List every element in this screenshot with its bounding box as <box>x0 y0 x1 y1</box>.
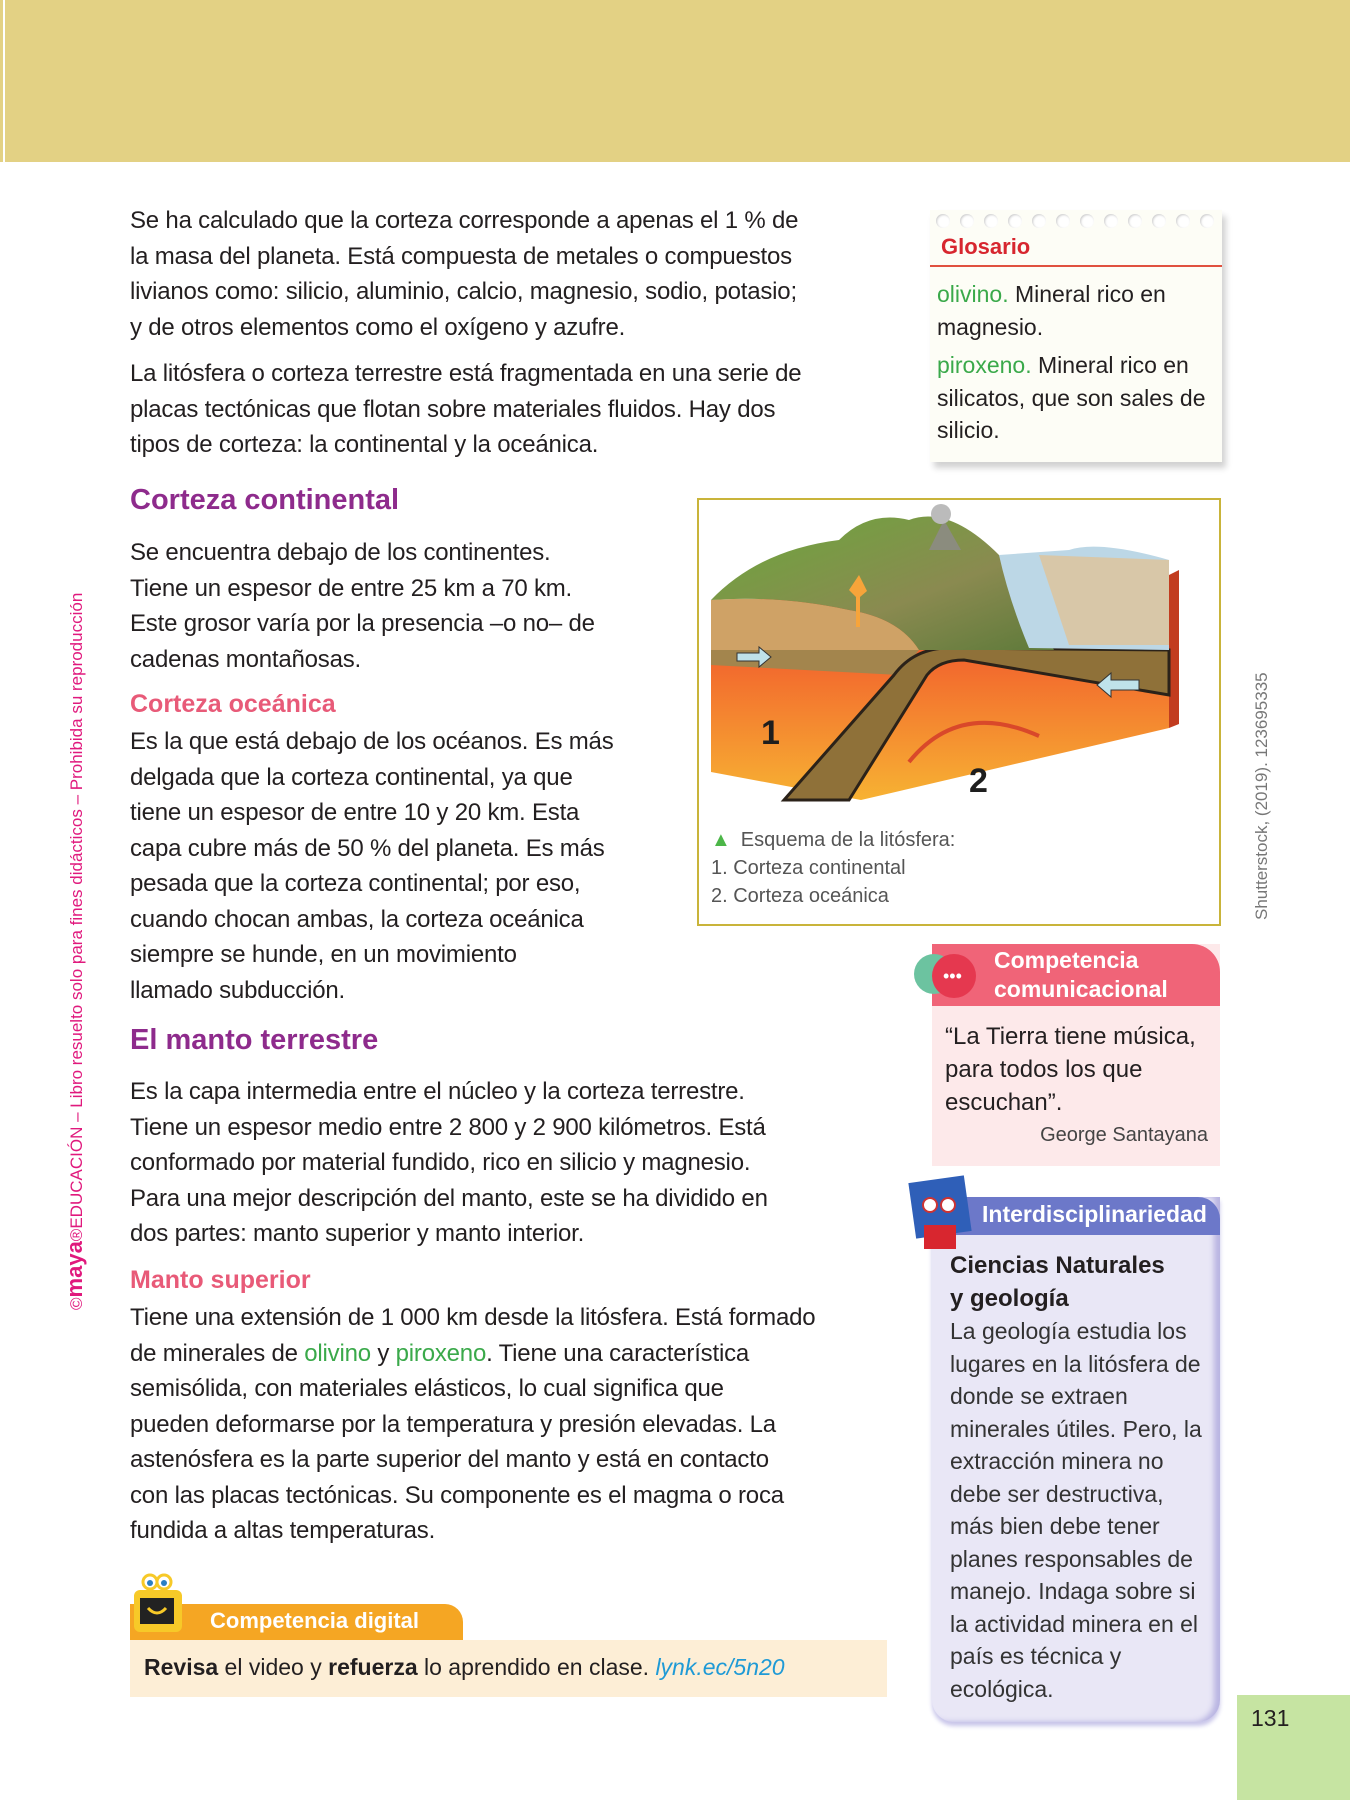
text-line: Para una mejor descripción del manto, este se ha dividido en <box>130 1184 768 1212</box>
text-line: cuando chocan ambas, la corteza oceánica <box>130 905 584 933</box>
page-number: 131 <box>1251 1705 1290 1731</box>
interdisciplinariedad-subtitle <box>950 1249 1165 1315</box>
glossary-definition: Mineral rico en magnesio. <box>937 281 1166 340</box>
copyright-text: EDUCACIÓN – Libro resuelto solo para fines didácticos – Prohibida su reproducción <box>67 592 86 1229</box>
intro-paragraph-2 <box>130 356 910 463</box>
text-line: cadenas montañosas. <box>130 645 362 673</box>
notebook-holes <box>936 214 1222 230</box>
heading-corteza-continental: Corteza continental <box>130 484 400 516</box>
text-line: La litósfera o corteza terrestre está fragmentada en una serie de <box>130 360 802 387</box>
text-line: pueden deformarse por la temperatura y presión elevadas. La <box>130 1410 776 1438</box>
subtitle-line: y geología <box>950 1285 1069 1312</box>
text-line: semisólida, con materiales elásticos, lo cual significa que <box>130 1375 724 1402</box>
glossary-term: olivino. <box>937 281 1009 307</box>
text-line: tipos de corteza: la continental y la oceánica. <box>130 431 599 458</box>
text-line: Es la que está debajo de los océanos. Es más <box>130 728 614 755</box>
robot-mascot-icon <box>128 1568 198 1640</box>
text-line: y de otros elementos como el oxígeno y azufre. <box>130 313 626 341</box>
lithosphere-diagram <box>699 500 1219 830</box>
glossary-title: Glosario <box>941 234 1031 259</box>
continental-paragraph <box>130 535 650 677</box>
speech-bubbles-icon <box>910 944 990 1006</box>
label-2: 2 <box>969 762 988 800</box>
video-link[interactable]: lynk.ec/5n20 <box>655 1654 785 1680</box>
title-line: comunicacional <box>994 976 1168 1002</box>
title-line: Competencia <box>994 947 1139 973</box>
glossary-entry <box>937 349 1222 447</box>
book-mascot-icon <box>904 1175 984 1255</box>
band-edge-line <box>3 0 5 162</box>
interdisciplinariedad-text: La geología estudia los lugares en la litósfera de donde se extraen minerales útiles. Pero, la extracción minera no debe ser destructiva, más bien debe tener planes responsables de manejo. Indaga sobre si la actividad minera en el país es técnica y ecológica. <box>950 1318 1202 1702</box>
image-credit: Shutterstock, (2019). 123695335 <box>1252 672 1271 920</box>
text-line: Se encuentra debajo de los continentes. <box>130 539 551 566</box>
text-line: fundida a altas temperaturas. <box>130 1517 436 1544</box>
text-line: delgada que la corteza continental, ya que <box>130 763 573 791</box>
competencia-digital-box <box>130 1640 887 1697</box>
top-color-band <box>0 0 1350 162</box>
label-1: 1 <box>761 714 780 752</box>
competencia-digital-title: Competencia digital <box>210 1608 420 1633</box>
glossary-entries <box>937 278 1222 453</box>
text-line: llamado subducción. <box>130 976 346 1004</box>
text-segment: lo aprendido en clase. <box>417 1654 656 1680</box>
intro-paragraph-1 <box>130 203 910 345</box>
caption-title <box>711 826 955 854</box>
text-segment: y <box>370 1339 396 1367</box>
text-line: Es la capa intermedia entre el núcleo y la corteza terrestre. <box>130 1078 745 1105</box>
heading-manto-superior: Manto superior <box>130 1266 311 1294</box>
text-line: conformado por material fundido, rico en silicio y magnesio. <box>130 1149 751 1176</box>
text-bold: Revisa <box>144 1654 219 1680</box>
text-line: Este grosor varía por la presencia –o no– de <box>130 610 595 637</box>
text-line: Se ha calculado que la corteza corresponde a apenas el 1 % de <box>130 207 799 234</box>
text-line <box>130 1336 910 1372</box>
brand-logo: maya <box>62 1241 87 1298</box>
heading-corteza-oceanica: Corteza oceánica <box>130 690 336 718</box>
caption-item: 2. Corteza oceánica <box>711 885 889 907</box>
text-line: Tiene un espesor medio entre 2 800 y 2 900 kilómetros. Está <box>130 1113 766 1141</box>
text-segment: . Tiene una característica <box>486 1339 750 1367</box>
competencia-comunicacional-box <box>932 944 1220 1166</box>
quote-text: “La Tierra tiene música, para todos los que escuchan”. <box>945 1023 1196 1116</box>
text-line: con las placas tectónicas. Su componente es el magma o roca <box>130 1481 784 1509</box>
page-number-tab <box>1237 1695 1350 1800</box>
manto-superior-paragraph <box>130 1300 910 1549</box>
glossary-term-olivino: olivino <box>304 1339 371 1367</box>
text-segment: el video y <box>218 1654 329 1680</box>
interdisciplinariedad-title: Interdisciplinariedad <box>982 1201 1207 1227</box>
text-line: placas tectónicas que flotan sobre materiales fluidos. Hay dos <box>130 395 776 423</box>
text-line: la masa del planeta. Está compuesta de metales o compuestos <box>130 242 792 270</box>
text-line: dos partes: manto superior y manto interior. <box>130 1220 585 1247</box>
text-bold: refuerza <box>328 1654 418 1680</box>
oceanica-paragraph <box>130 724 670 1008</box>
glossary-definition: Mineral rico en silicatos, que son sales de silicio. <box>937 352 1206 443</box>
text-line: Tiene un espesor de entre 25 km a 70 km. <box>130 574 573 602</box>
svg-text:•••: ••• <box>943 966 962 986</box>
caption-item: 1. Corteza continental <box>711 857 906 879</box>
text-line: Tiene una extensión de 1 000 km desde la litósfera. Está formado <box>130 1304 816 1331</box>
glossary-box <box>930 210 1222 462</box>
copyright-vertical-note <box>62 593 88 1310</box>
volcano-smoke <box>931 504 951 524</box>
glossary-entry <box>937 278 1222 343</box>
figure-caption <box>711 826 955 910</box>
text-line: tiene un espesor de entre 10 y 20 km. Esta <box>130 799 580 826</box>
quote-author: George Santayana <box>1040 1124 1208 1146</box>
copyright-symbol: © <box>67 1297 86 1310</box>
competencia-comunicacional-title <box>994 946 1168 1004</box>
text-line: siempre se hunde, en un movimiento <box>130 941 517 968</box>
manto-paragraph <box>130 1074 910 1252</box>
text-line: livianos como: silicio, aluminio, calcio, magnesio, sodio, potasio; <box>130 278 797 305</box>
text-line: capa cubre más de 50 % del planeta. Es más <box>130 834 605 862</box>
text-line: pesada que la corteza continental; por eso, <box>130 870 581 897</box>
glossary-term: piroxeno. <box>937 352 1032 378</box>
glossary-term-piroxeno: piroxeno <box>395 1339 487 1367</box>
caption-title-text: Esquema de la litósfera: <box>740 829 956 851</box>
registered-symbol: ® <box>67 1228 86 1242</box>
subtitle-line: Ciencias Naturales <box>950 1252 1165 1279</box>
lithosphere-figure <box>697 498 1221 926</box>
glossary-divider <box>930 265 1222 267</box>
triangle-icon: ▲ <box>711 829 731 851</box>
heading-manto-terrestre: El manto terrestre <box>130 1024 379 1056</box>
text-line: astenósfera es la parte superior del manto y está en contacto <box>130 1446 769 1473</box>
competencia-digital-text <box>144 1654 785 1681</box>
text-segment: de minerales de <box>130 1339 305 1367</box>
interdisciplinariedad-box <box>932 1197 1220 1722</box>
